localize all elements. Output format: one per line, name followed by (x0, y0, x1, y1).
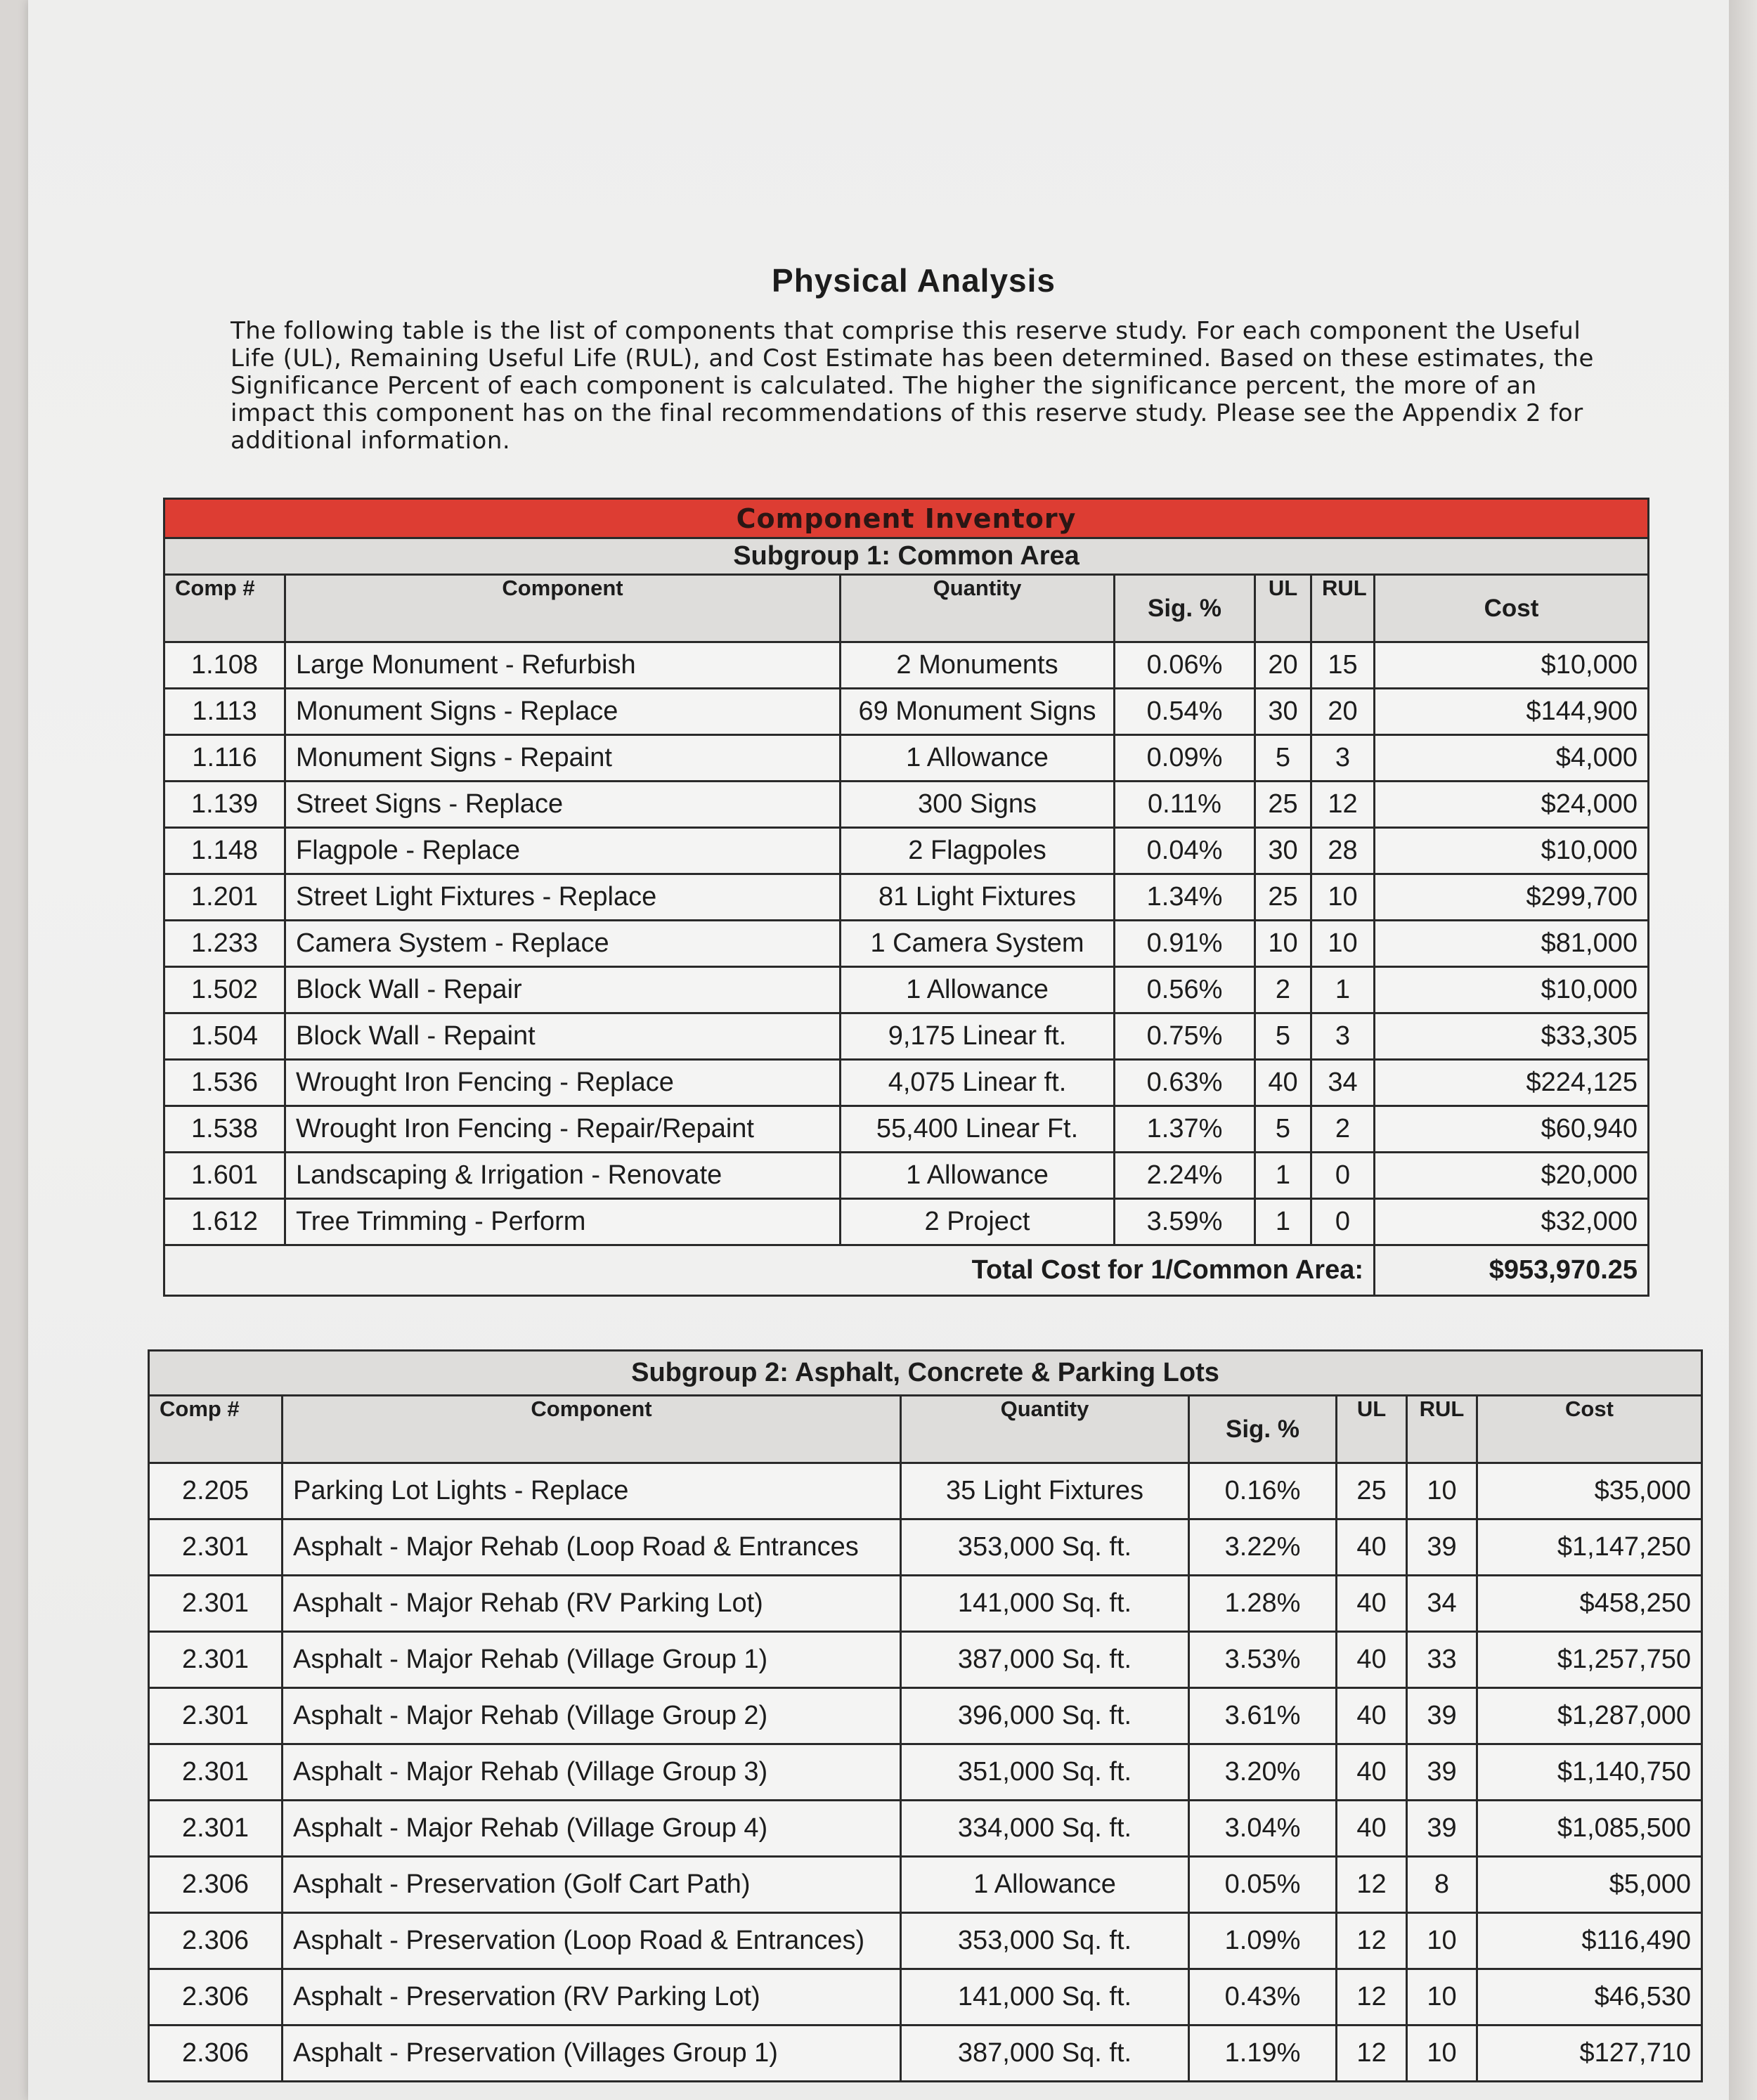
remaining-useful-life-cell: 10 (1407, 2026, 1477, 2082)
quantity-cell: 334,000 Sq. ft. (901, 1801, 1189, 1857)
header-ul: UL (1255, 575, 1311, 642)
table-row (164, 782, 1649, 828)
remaining-useful-life-cell: 34 (1407, 1576, 1477, 1632)
quantity-cell: 141,000 Sq. ft. (901, 1969, 1189, 2026)
comp-number-cell: 2.301 (149, 1801, 283, 1857)
component-name-cell: Asphalt - Preservation (Golf Cart Path) (283, 1857, 901, 1913)
header-rul: RUL (1311, 575, 1375, 642)
quantity-cell: 351,000 Sq. ft. (901, 1744, 1189, 1801)
header-comp-num: Comp # (164, 575, 285, 642)
component-name-cell: Asphalt - Major Rehab (Village Group 3) (283, 1744, 901, 1801)
header-cost: Cost (1477, 1396, 1702, 1463)
quantity-cell: 2 Flagpoles (841, 828, 1115, 874)
comp-number-cell: 1.201 (164, 874, 285, 921)
table-row (164, 874, 1649, 921)
quantity-cell: 1 Allowance (841, 1153, 1115, 1199)
significance-cell: 0.04% (1115, 828, 1255, 874)
comp-number-cell: 1.612 (164, 1199, 285, 1245)
remaining-useful-life-cell: 0 (1311, 1153, 1375, 1199)
comp-number-cell: 2.301 (149, 1688, 283, 1744)
table-row (149, 1744, 1702, 1801)
comp-number-cell: 2.301 (149, 1632, 283, 1688)
component-name-cell: Large Monument - Refurbish (285, 642, 841, 689)
comp-number-cell: 1.502 (164, 967, 285, 1013)
significance-cell: 0.75% (1115, 1013, 1255, 1060)
component-inventory-table-asphalt (148, 1349, 1703, 2082)
underlying-page-edge (1729, 0, 1757, 2100)
comp-number-cell: 1.113 (164, 689, 285, 735)
significance-cell: 0.43% (1189, 1969, 1337, 2026)
quantity-cell: 387,000 Sq. ft. (901, 1632, 1189, 1688)
comp-number-cell: 1.139 (164, 782, 285, 828)
significance-cell: 3.20% (1189, 1744, 1337, 1801)
cost-cell: $116,490 (1477, 1913, 1702, 1969)
comp-number-cell: 2.301 (149, 1744, 283, 1801)
component-inventory-table-common-area (163, 498, 1649, 1297)
page-title: Physical Analysis (772, 262, 1056, 299)
table-banner-row (164, 499, 1649, 538)
quantity-cell: 55,400 Linear Ft. (841, 1106, 1115, 1153)
component-name-cell: Asphalt - Major Rehab (Loop Road & Entrances (283, 1519, 901, 1576)
significance-cell: 0.11% (1115, 782, 1255, 828)
useful-life-cell: 40 (1337, 1519, 1407, 1576)
useful-life-cell: 5 (1255, 1013, 1311, 1060)
comp-number-cell: 2.306 (149, 2026, 283, 2082)
cost-cell: $46,530 (1477, 1969, 1702, 2026)
quantity-cell: 69 Monument Signs (841, 689, 1115, 735)
header-component: Component (285, 575, 841, 642)
remaining-useful-life-cell: 1 (1311, 967, 1375, 1013)
significance-cell: 1.09% (1189, 1913, 1337, 1969)
table-row (164, 689, 1649, 735)
remaining-useful-life-cell: 10 (1407, 1463, 1477, 1519)
cost-cell: $127,710 (1477, 2026, 1702, 2082)
remaining-useful-life-cell: 28 (1311, 828, 1375, 874)
useful-life-cell: 25 (1337, 1463, 1407, 1519)
cost-cell: $299,700 (1375, 874, 1649, 921)
cost-cell: $35,000 (1477, 1463, 1702, 1519)
table-row (164, 1013, 1649, 1060)
quantity-cell: 9,175 Linear ft. (841, 1013, 1115, 1060)
header-sig: Sig. % (1189, 1396, 1337, 1463)
component-name-cell: Monument Signs - Repaint (285, 735, 841, 782)
cost-cell: $1,085,500 (1477, 1801, 1702, 1857)
table-row (149, 1801, 1702, 1857)
cost-cell: $81,000 (1375, 921, 1649, 967)
remaining-useful-life-cell: 10 (1407, 1969, 1477, 2026)
quantity-cell: 1 Allowance (841, 735, 1115, 782)
significance-cell: 1.19% (1189, 2026, 1337, 2082)
header-sig: Sig. % (1115, 575, 1255, 642)
table-row (149, 1969, 1702, 2026)
header-ul: UL (1337, 1396, 1407, 1463)
table-row (164, 1060, 1649, 1106)
component-inventory-banner: Component Inventory (164, 499, 1649, 538)
comp-number-cell: 1.538 (164, 1106, 285, 1153)
significance-cell: 1.34% (1115, 874, 1255, 921)
component-name-cell: Parking Lot Lights - Replace (283, 1463, 901, 1519)
quantity-cell: 1 Camera System (841, 921, 1115, 967)
component-name-cell: Asphalt - Major Rehab (RV Parking Lot) (283, 1576, 901, 1632)
component-name-cell: Wrought Iron Fencing - Repair/Repaint (285, 1106, 841, 1153)
table-row (149, 1632, 1702, 1688)
cost-cell: $10,000 (1375, 828, 1649, 874)
table-row (149, 2026, 1702, 2082)
cost-cell: $144,900 (1375, 689, 1649, 735)
significance-cell: 0.05% (1189, 1857, 1337, 1913)
cost-cell: $1,147,250 (1477, 1519, 1702, 1576)
cost-cell: $33,305 (1375, 1013, 1649, 1060)
remaining-useful-life-cell: 2 (1311, 1106, 1375, 1153)
table-row (164, 921, 1649, 967)
useful-life-cell: 30 (1255, 828, 1311, 874)
column-header-row (149, 1396, 1702, 1463)
comp-number-cell: 1.116 (164, 735, 285, 782)
quantity-cell: 2 Monuments (841, 642, 1115, 689)
cost-cell: $224,125 (1375, 1060, 1649, 1106)
useful-life-cell: 12 (1337, 1913, 1407, 1969)
comp-number-cell: 2.301 (149, 1519, 283, 1576)
table-row (164, 642, 1649, 689)
comp-number-cell: 2.301 (149, 1576, 283, 1632)
table-row (149, 1576, 1702, 1632)
header-quantity: Quantity (901, 1396, 1189, 1463)
table-row (164, 735, 1649, 782)
quantity-cell: 81 Light Fixtures (841, 874, 1115, 921)
useful-life-cell: 40 (1337, 1632, 1407, 1688)
table-row (149, 1857, 1702, 1913)
useful-life-cell: 40 (1337, 1744, 1407, 1801)
useful-life-cell: 12 (1337, 1857, 1407, 1913)
comp-number-cell: 1.504 (164, 1013, 285, 1060)
useful-life-cell: 12 (1337, 2026, 1407, 2082)
remaining-useful-life-cell: 0 (1311, 1199, 1375, 1245)
useful-life-cell: 10 (1255, 921, 1311, 967)
quantity-cell: 141,000 Sq. ft. (901, 1576, 1189, 1632)
significance-cell: 0.09% (1115, 735, 1255, 782)
quantity-cell: 396,000 Sq. ft. (901, 1688, 1189, 1744)
useful-life-cell: 25 (1255, 782, 1311, 828)
useful-life-cell: 5 (1255, 1106, 1311, 1153)
useful-life-cell: 2 (1255, 967, 1311, 1013)
total-row (164, 1245, 1649, 1296)
useful-life-cell: 20 (1255, 642, 1311, 689)
component-name-cell: Block Wall - Repair (285, 967, 841, 1013)
table-row (164, 1153, 1649, 1199)
cost-cell: $24,000 (1375, 782, 1649, 828)
useful-life-cell: 40 (1337, 1576, 1407, 1632)
significance-cell: 0.06% (1115, 642, 1255, 689)
significance-cell: 1.28% (1189, 1576, 1337, 1632)
component-name-cell: Asphalt - Major Rehab (Village Group 1) (283, 1632, 901, 1688)
component-name-cell: Asphalt - Preservation (Loop Road & Entrances) (283, 1913, 901, 1969)
component-name-cell: Asphalt - Preservation (Villages Group 1) (283, 2026, 901, 2082)
component-name-cell: Street Signs - Replace (285, 782, 841, 828)
remaining-useful-life-cell: 33 (1407, 1632, 1477, 1688)
component-name-cell: Wrought Iron Fencing - Replace (285, 1060, 841, 1106)
header-cost: Cost (1375, 575, 1649, 642)
useful-life-cell: 5 (1255, 735, 1311, 782)
component-name-cell: Flagpole - Replace (285, 828, 841, 874)
significance-cell: 0.91% (1115, 921, 1255, 967)
significance-cell: 0.56% (1115, 967, 1255, 1013)
header-comp-num: Comp # (149, 1396, 283, 1463)
subgroup-1-title: Subgroup 1: Common Area (164, 538, 1649, 575)
component-name-cell: Landscaping & Irrigation - Renovate (285, 1153, 841, 1199)
table-row (149, 1913, 1702, 1969)
cost-cell: $4,000 (1375, 735, 1649, 782)
comp-number-cell: 2.306 (149, 1913, 283, 1969)
remaining-useful-life-cell: 10 (1407, 1913, 1477, 1969)
component-name-cell: Asphalt - Preservation (RV Parking Lot) (283, 1969, 901, 2026)
component-name-cell: Tree Trimming - Perform (285, 1199, 841, 1245)
component-name-cell: Camera System - Replace (285, 921, 841, 967)
significance-cell: 3.22% (1189, 1519, 1337, 1576)
remaining-useful-life-cell: 34 (1311, 1060, 1375, 1106)
table-row (164, 1106, 1649, 1153)
comp-number-cell: 2.306 (149, 1969, 283, 2026)
useful-life-cell: 25 (1255, 874, 1311, 921)
quantity-cell: 1 Allowance (901, 1857, 1189, 1913)
intro-paragraph (231, 318, 1601, 455)
total-label: Total Cost for 1/Common Area: (164, 1245, 1375, 1296)
header-rul: RUL (1407, 1396, 1477, 1463)
component-name-cell: Asphalt - Major Rehab (Village Group 2) (283, 1688, 901, 1744)
quantity-cell: 1 Allowance (841, 967, 1115, 1013)
remaining-useful-life-cell: 39 (1407, 1744, 1477, 1801)
column-header-row (164, 575, 1649, 642)
significance-cell: 2.24% (1115, 1153, 1255, 1199)
table-row (149, 1688, 1702, 1744)
remaining-useful-life-cell: 20 (1311, 689, 1375, 735)
useful-life-cell: 1 (1255, 1153, 1311, 1199)
significance-cell: 3.59% (1115, 1199, 1255, 1245)
quantity-cell: 353,000 Sq. ft. (901, 1519, 1189, 1576)
component-name-cell: Block Wall - Repaint (285, 1013, 841, 1060)
component-name-cell: Asphalt - Major Rehab (Village Group 4) (283, 1801, 901, 1857)
cost-cell: $32,000 (1375, 1199, 1649, 1245)
quantity-cell: 353,000 Sq. ft. (901, 1913, 1189, 1969)
useful-life-cell: 12 (1337, 1969, 1407, 2026)
table-row (164, 967, 1649, 1013)
useful-life-cell: 40 (1337, 1688, 1407, 1744)
cost-cell: $60,940 (1375, 1106, 1649, 1153)
useful-life-cell: 40 (1337, 1801, 1407, 1857)
cost-cell: $10,000 (1375, 642, 1649, 689)
total-value: $953,970.25 (1375, 1245, 1649, 1296)
table-row (149, 1463, 1702, 1519)
subgroup-row (149, 1351, 1702, 1396)
quantity-cell: 2 Project (841, 1199, 1115, 1245)
intro-text: The following table is the list of components that comprise this reserve study. For each component the Useful Life (UL), Remaining Useful Life (RUL), and Cost Estimate has been determined. Based on these estimates, the Significance Percent of each component is calculated. The higher the significance percent, the more of an impact this component has on the final recommendations of this reserve study. Please see the Appendix 2 for additional information. (231, 317, 1594, 455)
quantity-cell: 4,075 Linear ft. (841, 1060, 1115, 1106)
comp-number-cell: 1.233 (164, 921, 285, 967)
component-name-cell: Monument Signs - Replace (285, 689, 841, 735)
remaining-useful-life-cell: 10 (1311, 874, 1375, 921)
significance-cell: 3.61% (1189, 1688, 1337, 1744)
remaining-useful-life-cell: 12 (1311, 782, 1375, 828)
cost-cell: $458,250 (1477, 1576, 1702, 1632)
comp-number-cell: 2.306 (149, 1857, 283, 1913)
comp-number-cell: 2.205 (149, 1463, 283, 1519)
remaining-useful-life-cell: 8 (1407, 1857, 1477, 1913)
component-name-cell: Street Light Fixtures - Replace (285, 874, 841, 921)
cost-cell: $20,000 (1375, 1153, 1649, 1199)
useful-life-cell: 40 (1255, 1060, 1311, 1106)
remaining-useful-life-cell: 39 (1407, 1801, 1477, 1857)
quantity-cell: 300 Signs (841, 782, 1115, 828)
comp-number-cell: 1.148 (164, 828, 285, 874)
cost-cell: $10,000 (1375, 967, 1649, 1013)
remaining-useful-life-cell: 3 (1311, 735, 1375, 782)
subgroup-2-title: Subgroup 2: Asphalt, Concrete & Parking Lots (149, 1351, 1702, 1396)
cost-cell: $5,000 (1477, 1857, 1702, 1913)
table-row (164, 1199, 1649, 1245)
significance-cell: 0.63% (1115, 1060, 1255, 1106)
comp-number-cell: 1.601 (164, 1153, 285, 1199)
remaining-useful-life-cell: 3 (1311, 1013, 1375, 1060)
remaining-useful-life-cell: 10 (1311, 921, 1375, 967)
cost-cell: $1,257,750 (1477, 1632, 1702, 1688)
subgroup-row (164, 538, 1649, 575)
significance-cell: 0.16% (1189, 1463, 1337, 1519)
remaining-useful-life-cell: 15 (1311, 642, 1375, 689)
comp-number-cell: 1.108 (164, 642, 285, 689)
quantity-cell: 35 Light Fixtures (901, 1463, 1189, 1519)
header-component: Component (283, 1396, 901, 1463)
cost-cell: $1,287,000 (1477, 1688, 1702, 1744)
comp-number-cell: 1.536 (164, 1060, 285, 1106)
useful-life-cell: 1 (1255, 1199, 1311, 1245)
quantity-cell: 387,000 Sq. ft. (901, 2026, 1189, 2082)
table-row (149, 1519, 1702, 1576)
useful-life-cell: 30 (1255, 689, 1311, 735)
table-row (164, 828, 1649, 874)
remaining-useful-life-cell: 39 (1407, 1688, 1477, 1744)
significance-cell: 3.04% (1189, 1801, 1337, 1857)
significance-cell: 1.37% (1115, 1106, 1255, 1153)
significance-cell: 3.53% (1189, 1632, 1337, 1688)
remaining-useful-life-cell: 39 (1407, 1519, 1477, 1576)
header-quantity: Quantity (841, 575, 1115, 642)
cost-cell: $1,140,750 (1477, 1744, 1702, 1801)
significance-cell: 0.54% (1115, 689, 1255, 735)
